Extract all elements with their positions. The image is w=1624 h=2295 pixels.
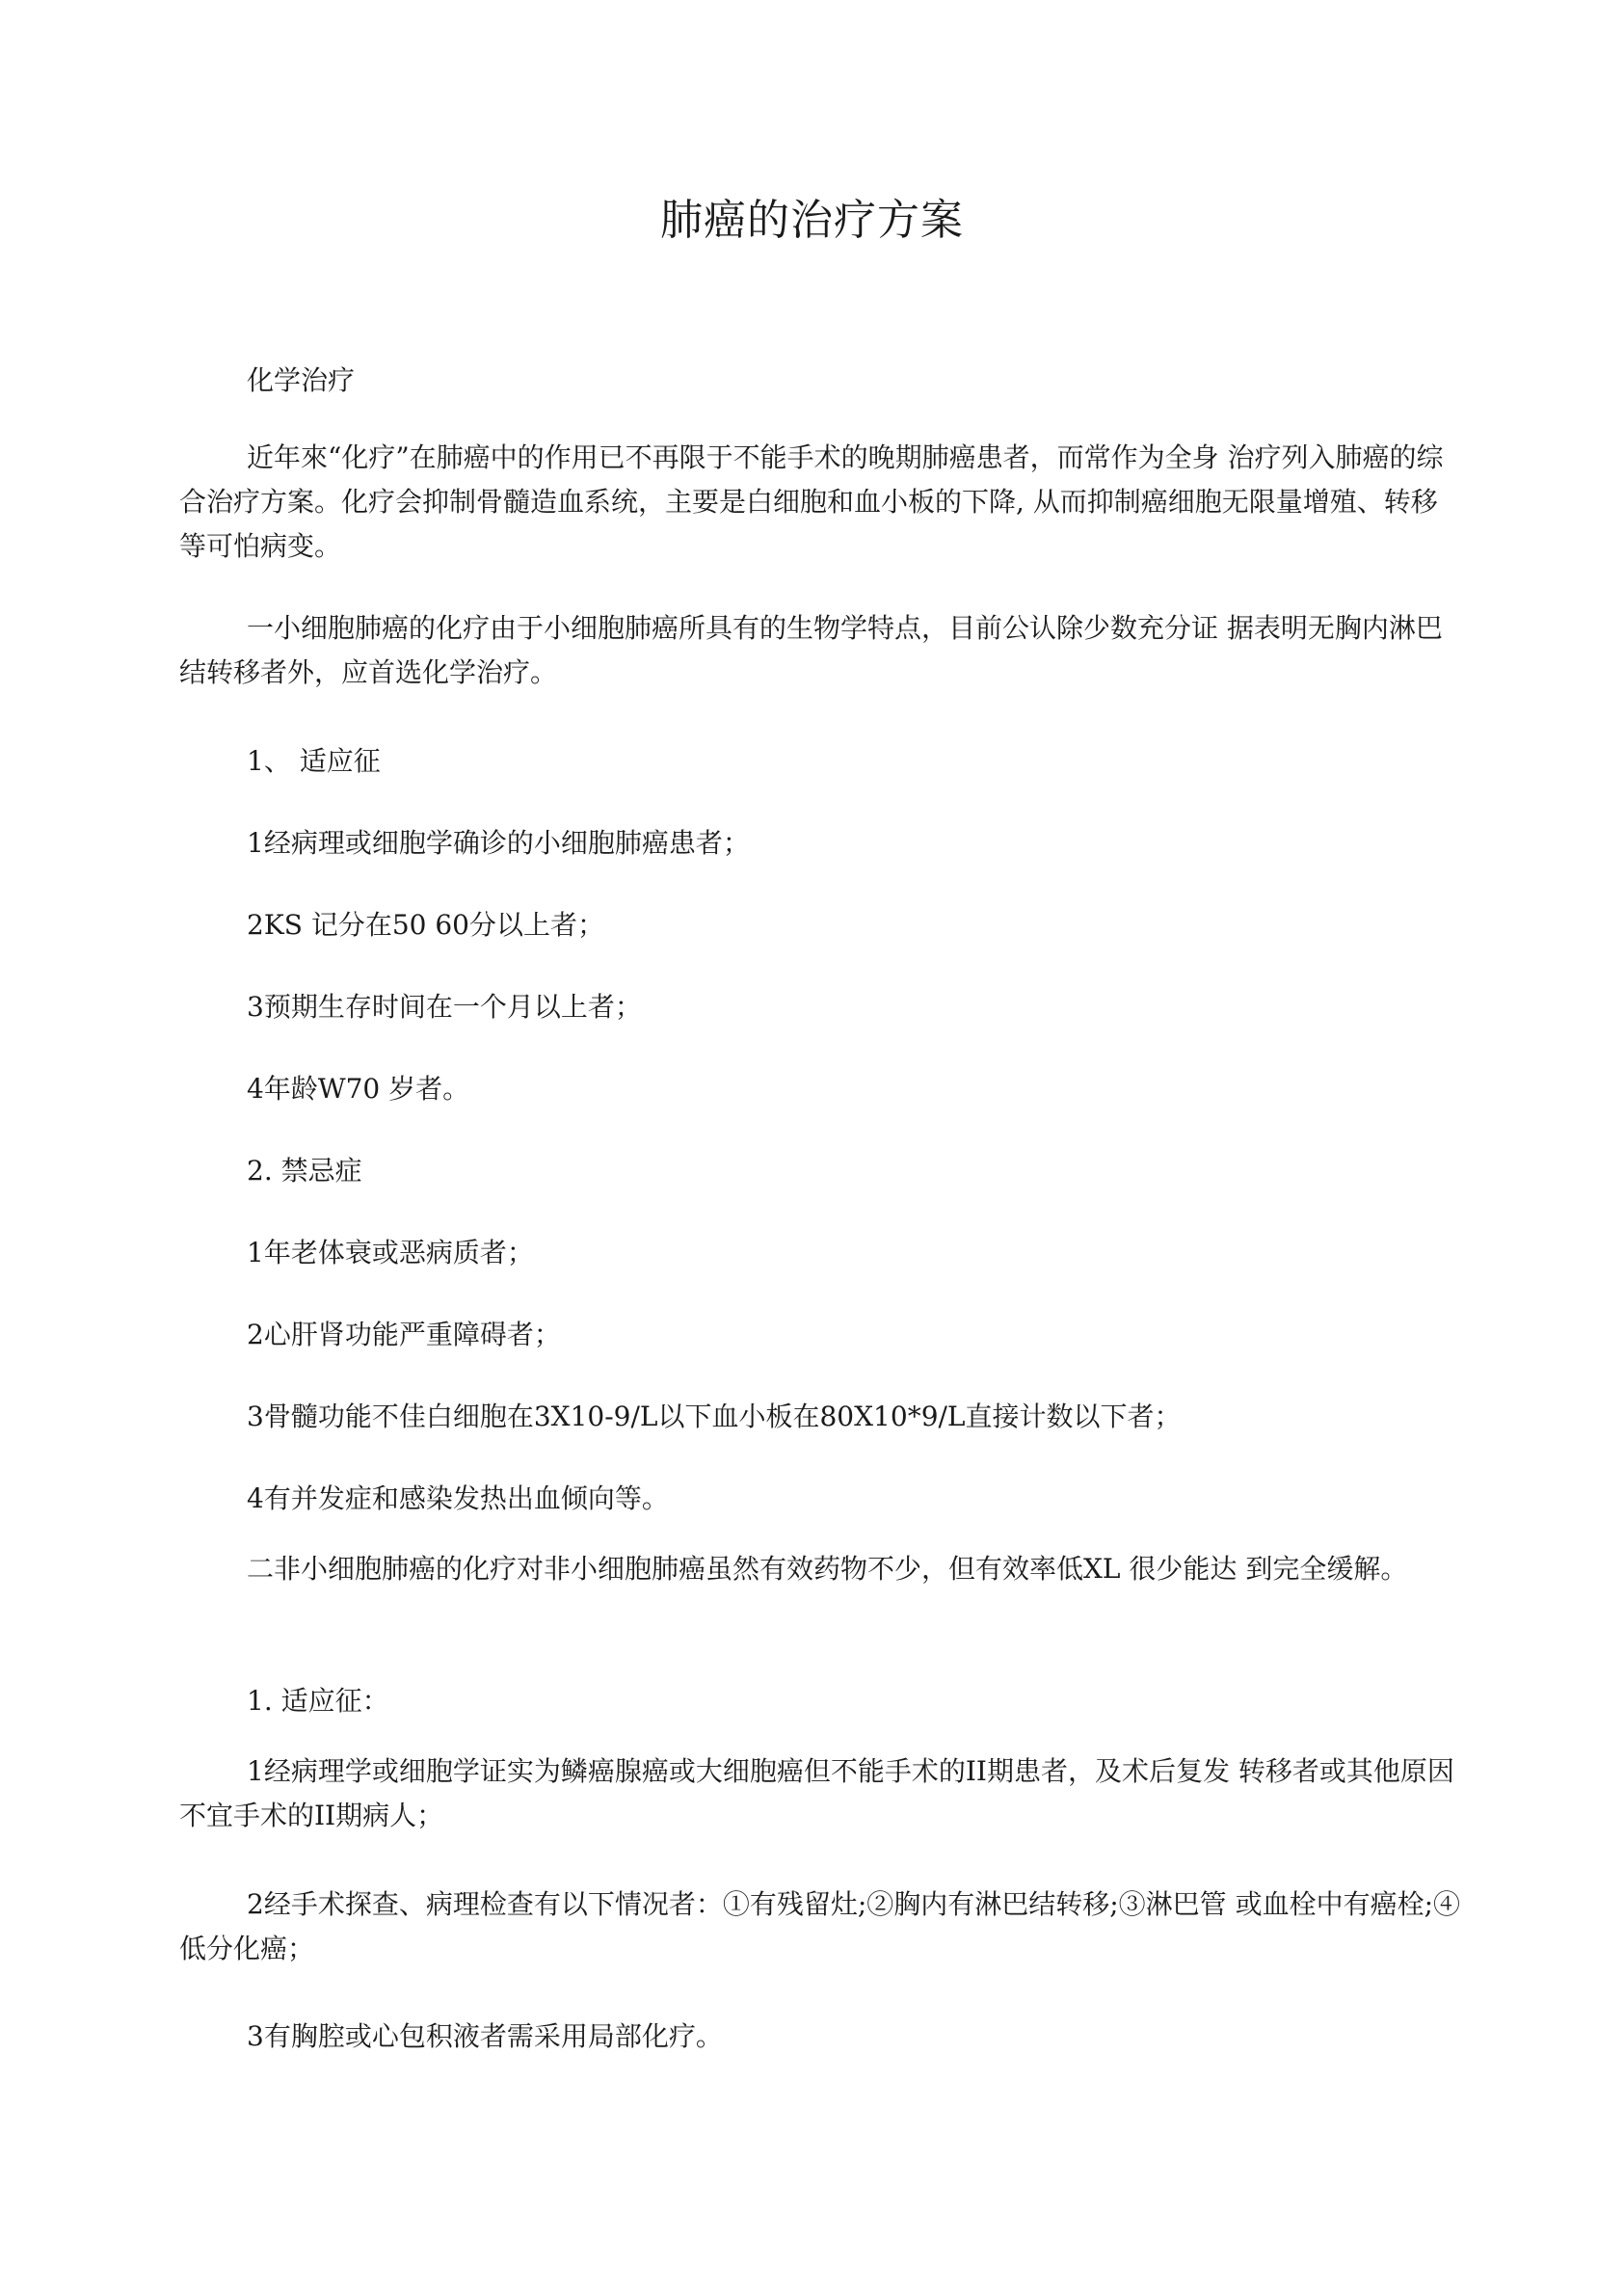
list-item: 1年老体衰或恶病质者； <box>247 1237 534 1268</box>
list-item: 2经手术探查、病理检查有以下情况者：①有残留灶;②胸内有淋巴结转移;③淋巴管 或血栓中有癌栓;④低分化癌； <box>179 1888 1461 1964</box>
list-item: 2KS 记分在50 60分以上者； <box>247 909 604 941</box>
paragraph: 二非小细胞肺癌的化疗对非小细胞肺癌虽然有效药物不少，但有效率低XL 很少能达 到完全缓解。 <box>247 1553 1408 1585</box>
list-heading: 1. 适应征： <box>247 1685 389 1717</box>
list-item: 3有胸腔或心包积液者需采用局部化疗。 <box>247 2020 723 2052</box>
list-item: 1经病理学或细胞学证实为鳞癌腺癌或大细胞癌但不能手术的II期患者，及术后复发 转移者或其他原因不宜手术的II期病人； <box>179 1755 1454 1831</box>
list-heading: 2. 禁忌症 <box>247 1155 362 1187</box>
list-heading: 1、 适应征 <box>247 745 381 777</box>
list-item: 4有并发症和感染发热出血倾向等。 <box>247 1482 669 1514</box>
list-item: 4年龄W70 岁者。 <box>247 1073 470 1105</box>
list-item: 2心肝肾功能严重障碍者； <box>247 1319 561 1350</box>
paragraph-section-heading: 化学治疗 <box>247 364 356 396</box>
document-title: 肺癌的治疗方案 <box>660 196 964 245</box>
paragraph: 一小细胞肺癌的化疗由于小细胞肺癌所具有的生物学特点，目前公认除少数充分证 据表明无胸内淋巴结转移者外，应首选化学治疗。 <box>179 612 1443 688</box>
list-item: 3预期生存时间在一个月以上者； <box>247 991 642 1023</box>
list-item: 3骨髓功能不佳白细胞在3X10-9/L以下血小板在80X10*9/L直接计数以下者； <box>247 1401 1182 1432</box>
paragraph: 近年來“化疗”在肺癌中的作用已不再限于不能手术的晚期肺癌患者，而常作为全身 治疗列入肺癌的综合治疗方案。化疗会抑制骨髓造血系统，主要是白细胞和血小板的下降, 从而抑制癌细胞无限量增殖、转移等可怕病变。 <box>179 441 1444 562</box>
list-item: 1经病理或细胞学确诊的小细胞肺癌患者； <box>247 827 750 859</box>
